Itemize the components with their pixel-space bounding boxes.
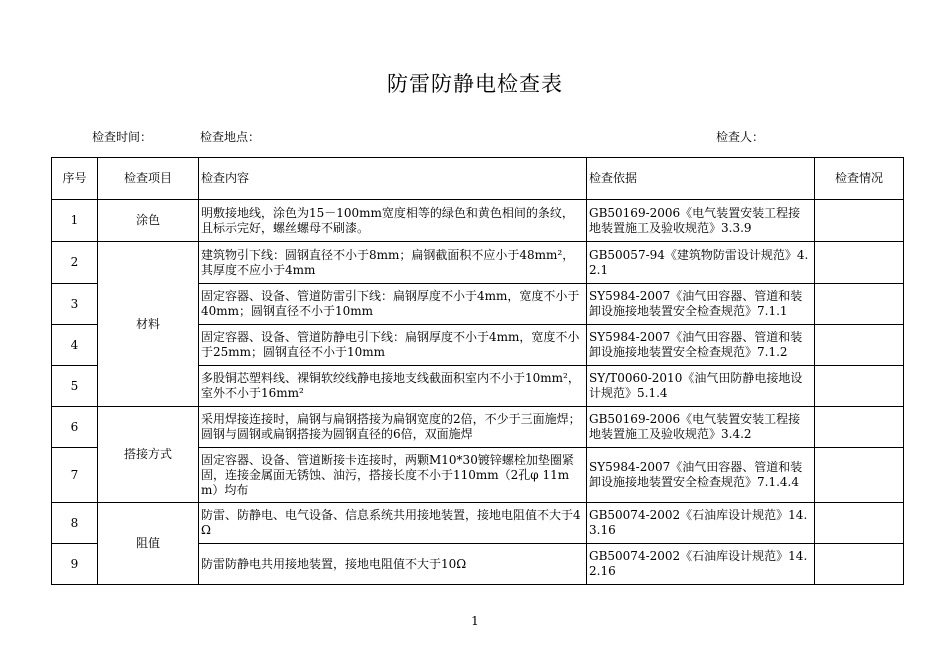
row-basis: GB50169-2006《电气装置安装工程接地装置施工及验收规范》3.3.9 [587,200,815,242]
header-item: 检查项目 [98,158,199,200]
row-basis: GB50074-2002《石油库设计规范》14.3.16 [587,503,815,544]
item-paint: 涂色 [98,200,199,242]
row-basis: GB50057-94《建筑物防雷设计规范》4.2.1 [587,242,815,284]
inspector-label: 检查人： [716,130,765,144]
row-content: 明敷接地线，涂色为15－100mm宽度相等的绿色和黄色相间的条纹，且标示完好，螺丝螺母不刷漆。 [199,200,587,242]
table-row [52,200,904,242]
row-basis: GB50169-2006《电气装置安装工程接地装置施工及验收规范》3.4.2 [587,407,815,448]
row-status[interactable] [815,284,904,325]
inspection-time-label: 检查时间： [92,130,153,144]
item-lap: 搭接方式 [98,407,199,503]
row-status[interactable] [815,407,904,448]
row-status[interactable] [815,366,904,407]
header-index: 序号 [52,158,98,200]
inspection-place-label: 检查地点： [200,130,261,144]
table-header-row [52,158,904,200]
row-status[interactable] [815,544,904,585]
item-material: 材料 [98,242,199,407]
row-basis: SY5984-2007《油气田容器、管道和装卸设施接地装置安全检查规范》7.1.4.4 [587,448,815,503]
row-index: 4 [52,325,98,366]
table-row [52,407,904,448]
row-status[interactable] [815,503,904,544]
row-index: 9 [52,544,98,585]
page-title: 防雷防静电检查表 [387,72,563,96]
row-status[interactable] [815,242,904,284]
row-index: 7 [52,448,98,503]
row-basis: SY5984-2007《油气田容器、管道和装卸设施接地装置安全检查规范》7.1.2 [587,325,815,366]
row-content: 防雷防静电共用接地装置，接地电阻值不大于10Ω [199,544,587,585]
header-content: 检查内容 [199,158,587,200]
row-index: 1 [52,200,98,242]
row-content: 固定容器、设备、管道防雷引下线：扁钢厚度不小于4mm，宽度不小于40mm；圆钢直径不小于10mm [199,284,587,325]
header-basis: 检查依据 [587,158,815,200]
row-content: 采用焊接连接时，扁钢与扁钢搭接为扁钢宽度的2倍，不少于三面施焊；圆钢与圆钢或扁钢搭接为圆钢直径的6倍，双面施焊 [199,407,587,448]
row-index: 6 [52,407,98,448]
row-status[interactable] [815,200,904,242]
row-content: 固定容器、设备、管道防静电引下线：扁钢厚度不小于4mm，宽度不小于25mm；圆钢直径不小于10mm [199,325,587,366]
header-status: 检查情况 [815,158,904,200]
row-index: 8 [52,503,98,544]
item-resistance: 阻值 [98,503,199,585]
row-status[interactable] [815,448,904,503]
inspection-table [51,157,904,585]
row-content: 防雷、防静电、电气设备、信息系统共用接地装置，接地电阻值不大于4Ω [199,503,587,544]
row-basis: SY5984-2007《油气田容器、管道和装卸设施接地装置安全检查规范》7.1.1 [587,284,815,325]
row-content: 固定容器、设备、管道断接卡连接时，两颗M10*30镀锌螺栓加垫圈紧固，连接金属面无锈蚀、油污，搭接长度不小于110mm（2孔φ 11mm）均布 [199,448,587,503]
row-status[interactable] [815,325,904,366]
page-number: 1 [471,614,479,628]
row-basis: SY/T0060-2010《油气田防静电接地设计规范》5.1.4 [587,366,815,407]
row-content: 建筑物引下线：圆钢直径不小于8mm；扁钢截面积不应小于48mm²，其厚度不应小于4mm [199,242,587,284]
table-row [52,503,904,544]
row-basis: GB50074-2002《石油库设计规范》14.2.16 [587,544,815,585]
row-index: 3 [52,284,98,325]
table-row [52,242,904,284]
row-index: 2 [52,242,98,284]
row-index: 5 [52,366,98,407]
row-content: 多股铜芯塑料线、裸铜软绞线静电接地支线截面积室内不小于10mm²，室外不小于16mm² [199,366,587,407]
